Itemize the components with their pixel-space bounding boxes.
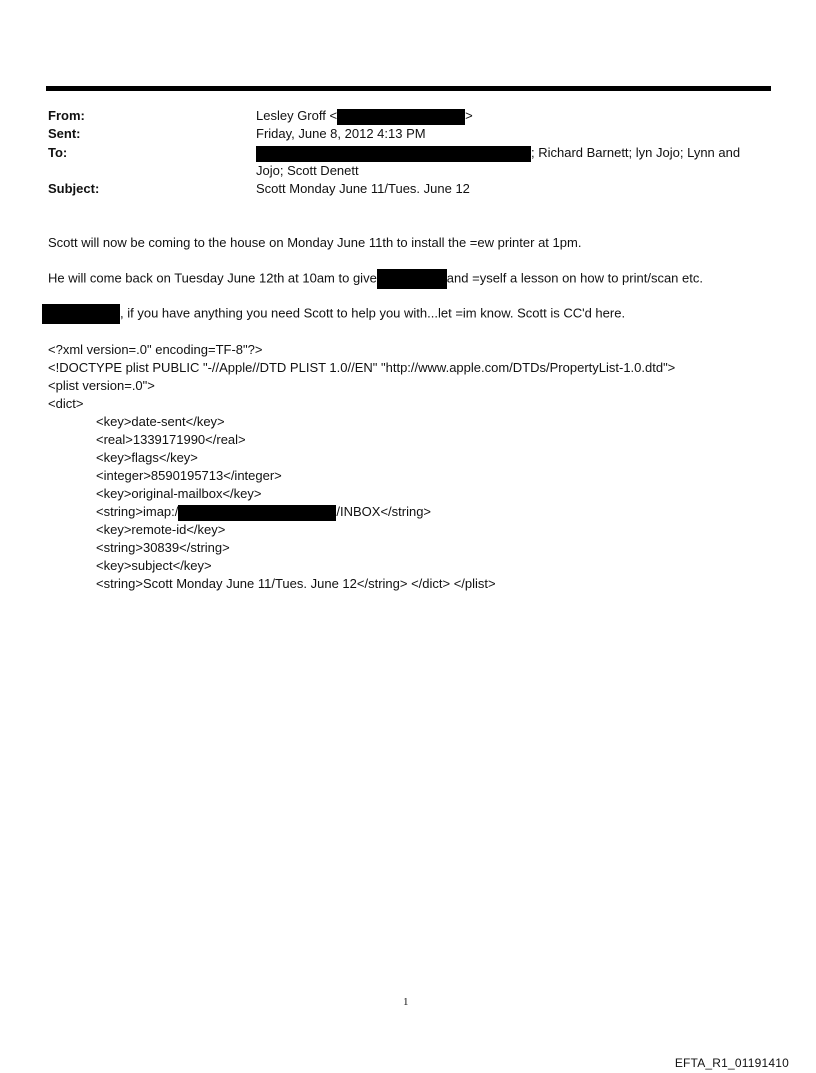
from-label: From: xyxy=(48,108,85,123)
body-paragraph-2-end: and =yself a lesson on how to print/scan etc. xyxy=(446,270,703,286)
to-value-line2: Jojo; Scott Denett xyxy=(256,163,359,178)
body-paragraph-3 xyxy=(42,304,625,324)
to-label: To: xyxy=(48,145,68,160)
xml-imap-end: /INBOX</string> xyxy=(336,504,432,519)
body-paragraph-3-text: , if you have anything you need Scott to help you with...let =im know. Scott is CC'd here. xyxy=(120,305,626,321)
xml-line: <key>original-mailbox</key> xyxy=(96,486,262,501)
to-recipients: ; Richard Barnett; lyn Jojo; Lynn and xyxy=(531,145,741,160)
redaction-box xyxy=(256,146,531,162)
header-rule xyxy=(46,86,771,91)
xml-line: <plist version=.0"> xyxy=(48,378,155,393)
page-number: 1 xyxy=(403,996,409,1008)
xml-line: <real>1339171990</real> xyxy=(96,432,246,447)
from-open-bracket: < xyxy=(329,108,338,123)
xml-line: <key>date-sent</key> xyxy=(96,414,225,429)
sent-value: Friday, June 8, 2012 4:13 PM xyxy=(256,126,426,141)
xml-line: <dict> xyxy=(48,396,84,411)
xml-line: <integer>8590195713</integer> xyxy=(96,468,282,483)
from-name: Lesley Groff xyxy=(256,108,326,123)
sent-label: Sent: xyxy=(48,126,81,141)
body-paragraph-1: Scott will now be coming to the house on Monday June 11th to install the =ew printer at 1pm. xyxy=(48,235,582,250)
body-paragraph-2 xyxy=(48,269,703,289)
subject-value: Scott Monday June 11/Tues. June 12 xyxy=(256,181,470,196)
body-paragraph-2-start: He will come back on Tuesday June 12th at 10am to give xyxy=(48,270,377,286)
xml-line: <!DOCTYPE plist PUBLIC "-//Apple//DTD PLIST 1.0//EN" "http://www.apple.com/DTDs/PropertyList-1.0.dtd"> xyxy=(48,360,676,375)
from-close-bracket: > xyxy=(465,108,473,123)
xml-line: <key>flags</key> xyxy=(96,450,198,465)
subject-label: Subject: xyxy=(48,181,100,196)
xml-line: <key>remote-id</key> xyxy=(96,522,226,537)
from-value xyxy=(256,107,473,125)
xml-line: <key>subject</key> xyxy=(96,558,212,573)
xml-line xyxy=(96,503,431,521)
redaction-box xyxy=(42,304,120,324)
xml-imap-start: <string>imap:/ xyxy=(96,504,179,519)
redaction-box xyxy=(377,269,447,289)
redaction-box xyxy=(337,109,465,125)
document-id: EFTA_R1_01191410 xyxy=(674,1056,789,1070)
to-value-line1 xyxy=(256,144,740,162)
xml-line: <string>Scott Monday June 11/Tues. June 12</string> </dict> </plist> xyxy=(96,576,496,591)
redaction-box xyxy=(178,505,336,521)
xml-line: <?xml version=.0" encoding=TF-8"?> xyxy=(48,342,263,357)
xml-line: <string>30839</string> xyxy=(96,540,230,555)
